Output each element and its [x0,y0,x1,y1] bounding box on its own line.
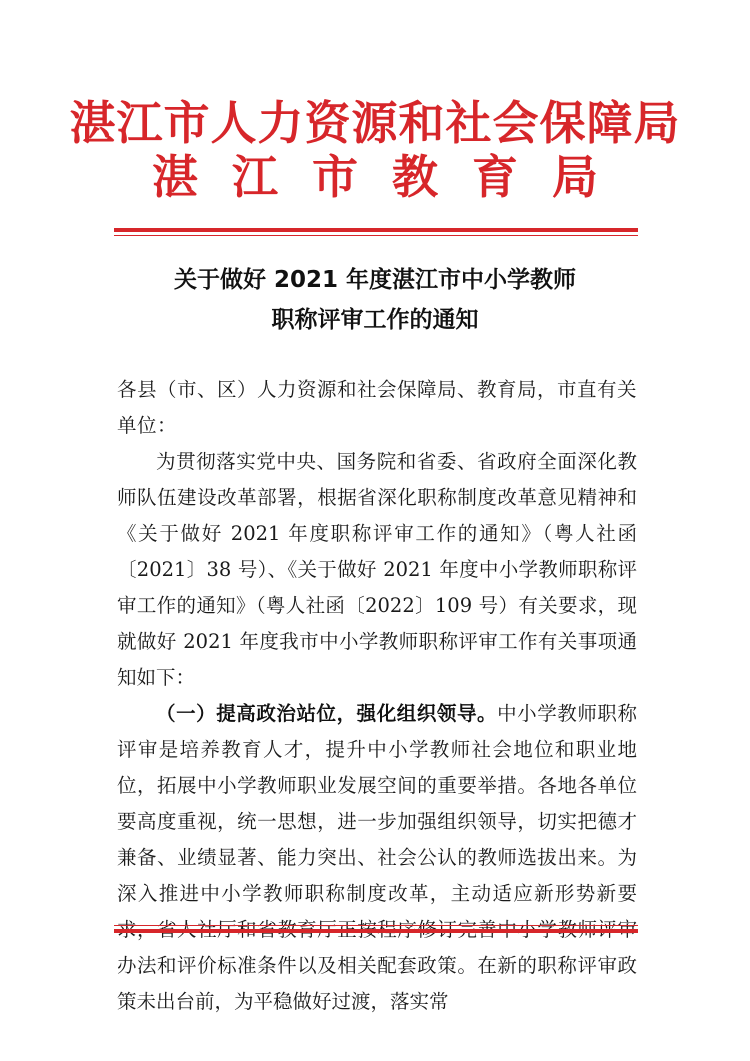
footer-divider-thin [114,925,638,926]
letterhead-divider-thin [114,235,638,236]
section-1-heading: （一）提高政治站位，强化组织领导。 [156,702,498,725]
document-body [117,372,637,1020]
addressee-line: 各县（市、区）人力资源和社会保障局、教育局，市直有关单位： [117,378,638,437]
section-1-paragraph [117,696,637,1020]
intro-paragraph: 为贯彻落实党中央、国务院和省委、省政府全面深化教师队伍建设改革部署，根据省深化职称制度改革意见精神和《关于做好 2021 年度职称评审工作的通知》（粤人社函〔2021〕38 号）、《关于做好 2021 年度中小学教师职称评审工作的通知》（粤人社函〔2022〕109 号）有关要求，现就做好 2021 年度我市中小学教师职称评审工作有关事项通知如下： [117,450,637,689]
issuer-hrss-bureau: 湛江市人力资源和社会保障局 [69,96,681,150]
section-1-text: 中小学教师职称评审是培养教育人才，提升中小学教师社会地位和职业地位，拓展中小学教师职业发展空间的重要举措。各地各单位要高度重视，统一思想，进一步加强组织领导，切实把德才兼备、业绩显著、能力突出、社会公认的教师选拔出来。为深入推进中小学教师职称制度改革，主动适应新形势新要 办法和评价标准条件以及相关配套政策。在新的职称评审政策未出台前，为平稳做好过渡，落实常 [117,702,637,1013]
letterhead-divider-thick [114,228,638,232]
footer-divider-thick [114,929,638,933]
letterhead [0,96,750,204]
title-line-2: 职称评审工作的通知 [271,307,479,333]
issuer-education-bureau: 湛江市教育局 [152,150,632,204]
document-title [0,260,750,340]
title-line-1: 关于做好 2021 年度湛江市中小学教师 [173,267,577,293]
